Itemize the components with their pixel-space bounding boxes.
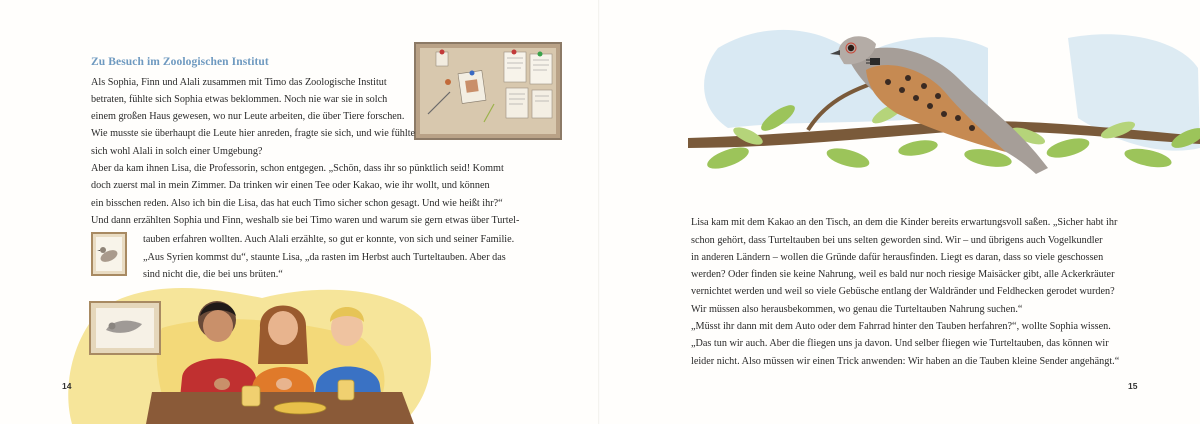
turtle-dove-on-branch-illustration <box>688 18 1200 208</box>
text-line: „Das tun wir auch. Aber die fliegen uns ja davon. Und selber fliegen wie Turteltauben, das können wir <box>691 338 1109 349</box>
text-line: doch zuerst mal in mein Zimmer. Da trinken wir einen Tee oder Kakao, wie ihr wollt, und können <box>91 180 490 191</box>
text-line: schon gehört, dass Turteltauben bei uns selten geworden sind. Wir – und übrigens auch Vogelkundler <box>691 235 1103 246</box>
text-line: Und dann erzählten Sophia und Finn, weshalb sie bei Timo waren und warum sie gern etwas über Turtel- <box>91 215 520 226</box>
chapter-heading: Zu Besuch im Zoologischen Institut <box>91 56 269 68</box>
text-line: ein bisschen reden. Also ich bin die Lisa, das hat euch Timo sicher schon gesagt. Und wie heißt ihr?“ <box>91 198 503 209</box>
text-line: betraten, fühlte sich Sophia etwas beklommen. Noch nie war sie in solch <box>91 94 388 105</box>
text-line: sind nicht die, die bei uns brüten.“ <box>143 269 283 280</box>
text-line: vernichtet werden und weil so viele Gebüsche entlang der Waldränder und Feldhecken gerodet wurden? <box>691 286 1115 297</box>
text-line: in anderen Ländern – wollen die Gründe dafür herausfinden. Liegt es daran, dass so viele geschossen <box>691 252 1104 263</box>
right-page <box>600 0 1200 424</box>
text-line: werden? Oder finden sie keine Nahrung, weil es bald nur noch riesige Maisäcker gibt, alle Ackerkräuter <box>691 269 1115 280</box>
page-number: 14 <box>62 381 72 391</box>
text-line: Wie musste sie überhaupt die Leute hier anreden, fragte sie sich, und wie fühlte <box>91 128 416 139</box>
text-line: leider nicht. Also müssen wir einen Trick anwenden: Wir haben an die Tauben kleine Sender angehängt.“ <box>691 356 1120 367</box>
text-line: tauben erfahren wollten. Auch Alali erzählte, so gut er konnte, von sich und seiner Familie. <box>143 234 515 245</box>
pinboard-illustration <box>414 42 562 140</box>
text-line: Lisa kam mit dem Kakao an den Tisch, an dem die Kinder bereits erwartungsvoll saßen. „Sicher habt ihr <box>691 217 1118 228</box>
text-line: Wir müssen also herausbekommen, wo genau die Turteltauben Nahrung suchen.“ <box>691 304 1023 315</box>
text-line: „Aus Syrien kommst du“, staunte Lisa, „da rasten im Herbst auch Turteltauben. Aber das <box>143 252 506 263</box>
text-line: einem großen Haus gewesen, wo nur Leute arbeiten, die über Tiere forschen. <box>91 111 405 122</box>
text-line: Aber da kam ihnen Lisa, die Professorin, schon entgegen. „Schön, dass ihr so pünktlich seid! Kommt <box>91 163 504 174</box>
children-at-table-illustration <box>62 268 442 424</box>
text-line: Als Sophia, Finn und Alali zusammen mit Timo das Zoologische Institut <box>91 77 387 88</box>
page-number: 15 <box>1128 381 1138 391</box>
text-line: „Müsst ihr dann mit dem Auto oder dem Fahrrad hinter den Tauben herfahren?“, wollte Sophia wissen. <box>691 321 1111 332</box>
text-line: sich wohl Alali in solch einer Umgebung? <box>91 146 263 157</box>
